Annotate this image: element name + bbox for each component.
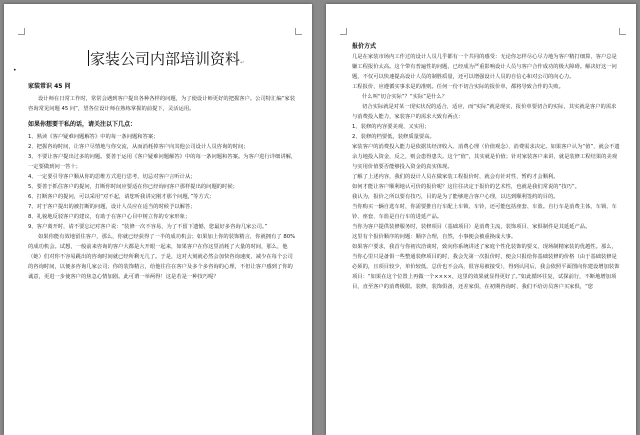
- list-item: 1、熟读《客户疑难问题解答》中的每一条问题和答案；: [28, 134, 159, 140]
- page-corner-mark: [18, 28, 25, 35]
- page-corner-mark: [619, 28, 626, 35]
- list-item: 4、一定要引导客户顺从你的思维方式进行思考，切忌对客户言听计从；: [28, 174, 196, 180]
- section-heading: 如果你想要干私的话，请关注以下几点：: [28, 121, 137, 128]
- section-heading: 报价方式: [352, 43, 377, 50]
- page-corner-mark: [295, 28, 302, 35]
- body-paragraph: 工程报价，应遵循实事求是的准则。任何一份不切合实际的报价单，都将导致合作的失败。: [352, 84, 564, 90]
- right-page-body: [352, 42, 620, 292]
- closing-paragraph: 如果你能有效地留住客户，那么，你就已经获得了一半的成功机会；如果加上你的装饰精言，你就拥有了 80%的成功机会。试想，一般前来咨询的客户大都是大开眼一起来，如果客户在你这里消耗了大量的时间，那么，他（她）们对你不容易跳出的咨询时间就已经所剩无几了。于是，这对大刻就必然会加快咨询速度，减少在每个公司的咨询时间，以便多咨询几家公司；你的装饰精言，给他往往在客户及多个多咨询的心理，不但让客户感到了你的诚意，更进一步使客户的焦急心情加剧。此可谓一举两得！这是若是一种技巧呢？: [28, 234, 296, 280]
- list-item: 6、打断客户的提问，可以采用“对不起，请您听我讲完刚才那个问题，”等方式；: [28, 194, 215, 200]
- text-cursor: [88, 50, 89, 66]
- body-paragraph: 我认为，报价之所以要有技巧，目的是为了能够迎合客户心理，以达到顺利签约的目的。: [352, 194, 559, 200]
- body-paragraph: 当你购买一辆自选车时，你需要推自行车配上车锁、车铃，还可能包括座套、车篮。自行车是消费主体，车锁、车铃、座套、车篮是自行车的进延产品。: [352, 204, 617, 220]
- paragraph-mark-icon: ↵: [240, 60, 245, 66]
- body-paragraph: 如果客户要求，我首与你初次洽谈时，致向你系统讲述了家庭个性化装饰的要义，现场制精家装的优越性。那么，当你心里只是备俱一些整通装修项目的时，我会先第一次报价时，便会只报给你基础装修的价格（由于基础装修是必须的，且项目较少，单价较低，总价也不会高，很容易被接受），得到认同后，我会依照平面图向你建设增加装饰项目：“如果在这个位置上再做一个××××，这里的效果就显得更好了。”如此循环往复，试探前行，不断地增加项目，直至客户的消费极限。装修，装饰俱备，还差家俱，在初期咨询时，我们不给访员客户买家俱，“您: [352, 244, 620, 290]
- list-item: 3、不要让客户提出过多的问题。要善于运用《客户疑难问题解答》中的每一条问题和答案。为客户进行详细讲解，一定要做到问一答十；: [28, 154, 297, 170]
- body-paragraph: 什么叫“切合实际”？“实际”是什么？: [362, 94, 448, 100]
- body-paragraph: 如何才能让客户顺利地认可价的报价呢？这往往决定于报价的艺术性，也就是我们常说的“技巧”。: [352, 184, 580, 190]
- body-paragraph: 家装客户的消费投入能力是依据其经济收入、消费心理（价值观念）、消费需求决定。如果客户认为“值”，就会不遗余力地投入资金，反之，则会患得患失。这个“值”，其实就是价值；针对家装客户来讲，就是装修工程结果的美观与实用价值要否能够投入资金的真实体现。: [352, 144, 620, 170]
- body-paragraph: 了解了上述内容，我们的设计人员在做家装工程报价时，就会有针对性，暂约才会顺利。: [352, 174, 559, 180]
- page-corner-mark: [340, 28, 347, 35]
- list-item: 5、要善于抓住客户的提问，打断你时间应要适在你已经询问客户那样提出的问题的时候；: [28, 184, 238, 190]
- body-paragraph: 当你为客户提供装修服务时，装修项目（基础项目）是消费主流，装饰项目、家俱制件是其延延产品。: [352, 224, 591, 230]
- left-page-body: [28, 82, 298, 282]
- list-item: 8、礼貌地反驳客户的建议，有助于在客户心目中树立你的专家形象；: [28, 214, 191, 220]
- list-item: 9、客户离开时，请不要忘记对客户说：“装修一次不容易，为了不留下遗憾，您最好多咨询几家公司。”: [28, 224, 268, 230]
- body-paragraph: 几是在家装市场内工作过的设计人员几乎都有一个共同的感受：无论你怎样尽心尽力地为客户精打细算，客户总是嫌工程报价太高。这个带有普遍性的问题，已经成为严重影响设计人员与客户合作成功的极大障碍。解决好这一问题，不仅可以快速提高设计人员的制胜质量，还可以增强设计人员的自信心和对公司的向心力。: [352, 54, 617, 80]
- list-item: 2、装修的档要低，装修质量要高。: [352, 134, 435, 140]
- body-paragraph: 这里有个报价顺序的问题：顺序合理，自然，小事便会被重换成大事。: [352, 234, 517, 240]
- document-page-right: [326, 4, 636, 435]
- intro-paragraph: 设计师在日常工作时，常常会遇到客户提出各种各样的问题，为了使设计师更好的把握客户。公司特汇编“家装咨询常见问题 45 问”，望各位设计师在熟练掌握的前提下，灵活运用。: [28, 96, 295, 112]
- bullet-icon: •: [13, 67, 17, 74]
- body-paragraph: 切合实际就是对某一现实状况的适合，适应，而“实际”就是现实，报价单要切合的实际，其实就是客户的需求与消费投入能力，家装客户的需求大致有两点：: [352, 104, 617, 120]
- document-title[interactable]: 家装公司内部培训资料↵: [90, 50, 245, 68]
- list-item: 1、装修的内容要美观、又实用；: [352, 124, 430, 130]
- document-page-left: [4, 4, 312, 435]
- list-item: 2、把握咨询时间，让客户尽情地与你交流，从而消耗掉客户向其他公司设计人员咨询的时间；: [28, 144, 249, 150]
- list-item: 7、对于客户提出的被打断的问题，设计人员应在适当的时候予以解答；: [28, 204, 196, 210]
- section-heading: 家装常识 45 问: [28, 83, 71, 90]
